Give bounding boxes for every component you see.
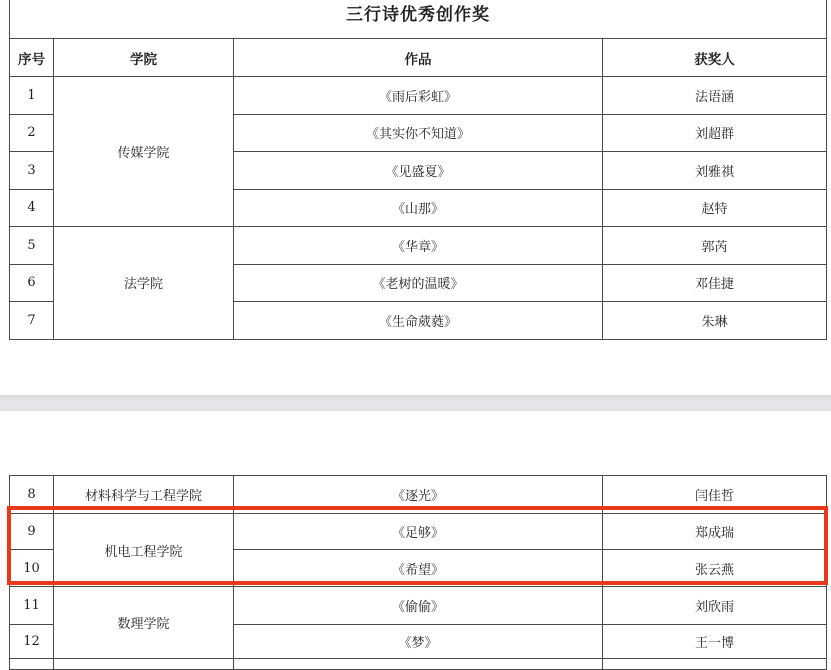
- cell-winner: 张云燕: [603, 550, 827, 587]
- cell-winner: 赵特: [603, 189, 827, 227]
- cell-winner: 王一博: [603, 625, 827, 659]
- cell-college: [54, 659, 234, 670]
- cell-no: 5: [10, 227, 54, 265]
- cell-work: [234, 659, 603, 670]
- table-row: [10, 476, 827, 514]
- cell-winner: 刘超群: [603, 114, 827, 152]
- cell-work: 《足够》: [234, 514, 603, 550]
- table-row-partial: [10, 659, 827, 670]
- cell-work: 《生命葳蕤》: [234, 302, 603, 340]
- award-table-part1: [9, 0, 827, 340]
- col-header-college: 学院: [54, 39, 234, 77]
- cell-no: 11: [10, 587, 54, 625]
- cell-work: 《逐光》: [234, 476, 603, 514]
- table-title: 三行诗优秀创作奖: [10, 0, 827, 39]
- cell-no: [10, 659, 54, 670]
- cell-winner: 刘雅祺: [603, 152, 827, 190]
- cell-no: 3: [10, 152, 54, 190]
- cell-winner: 郑成瑞: [603, 514, 827, 550]
- cell-winner: [603, 659, 827, 670]
- cell-work: 《华章》: [234, 227, 603, 265]
- cell-work: 《偷偷》: [234, 587, 603, 625]
- cell-work: 《雨后彩虹》: [234, 77, 603, 115]
- cell-no: 10: [10, 550, 54, 587]
- cell-winner: 邓佳捷: [603, 264, 827, 302]
- cell-winner: 郭芮: [603, 227, 827, 265]
- col-header-winner: 获奖人: [603, 39, 827, 77]
- cell-college: 传媒学院: [54, 77, 234, 227]
- cell-no: 2: [10, 114, 54, 152]
- table-row: [10, 227, 827, 265]
- title-row: [10, 0, 827, 39]
- cell-winner: 闫佳哲: [603, 476, 827, 514]
- cell-no: 8: [10, 476, 54, 514]
- cell-work: 《梦》: [234, 625, 603, 659]
- cell-no: 12: [10, 625, 54, 659]
- cell-winner: 刘欣雨: [603, 587, 827, 625]
- cell-college: 材料科学与工程学院: [54, 476, 234, 514]
- cell-winner: 朱琳: [603, 302, 827, 340]
- cell-no: 6: [10, 264, 54, 302]
- cell-no: 7: [10, 302, 54, 340]
- table-row: [10, 587, 827, 625]
- col-header-no: 序号: [10, 39, 54, 77]
- header-row: [10, 39, 827, 77]
- cell-no: 4: [10, 189, 54, 227]
- cell-work: 《希望》: [234, 550, 603, 587]
- page-break-gap: [0, 395, 831, 411]
- cell-work: 《山那》: [234, 189, 603, 227]
- col-header-work: 作品: [234, 39, 603, 77]
- cell-no: 1: [10, 77, 54, 115]
- cell-college: 机电工程学院: [54, 514, 234, 587]
- cell-work: 《老树的温暖》: [234, 264, 603, 302]
- cell-work: 《其实你不知道》: [234, 114, 603, 152]
- award-table-part2: [9, 475, 827, 670]
- cell-college: 法学院: [54, 227, 234, 340]
- table-row: [10, 77, 827, 115]
- table-row-highlighted: [10, 514, 827, 550]
- cell-winner: 法语涵: [603, 77, 827, 115]
- cell-no: 9: [10, 514, 54, 550]
- cell-work: 《见盛夏》: [234, 152, 603, 190]
- cell-college: 数理学院: [54, 587, 234, 659]
